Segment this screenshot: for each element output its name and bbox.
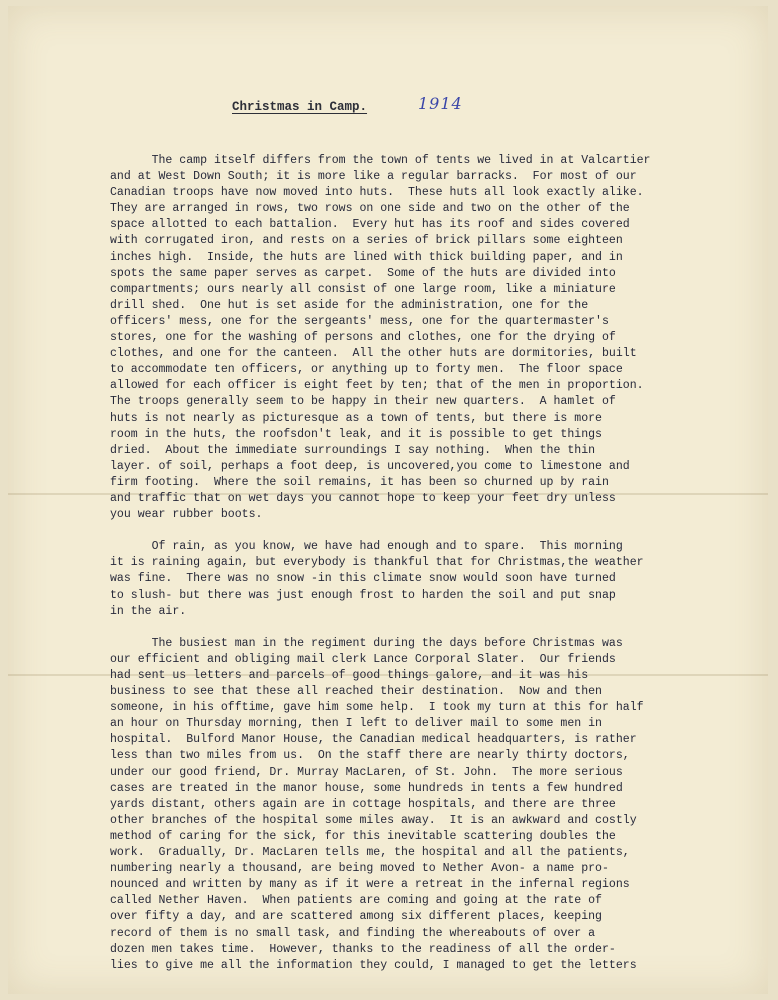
text-line: The busiest man in the regiment during the days before Christmas was [110, 636, 623, 650]
text-line: an hour on Thursday morning, then I left to deliver mail to some men in [110, 717, 602, 731]
text-line: it is raining again, but everybody is thankful that for Christmas,the weather [110, 556, 644, 570]
text-line: hospital. Bulford Manor House, the Canadian medical headquarters, is rather [110, 733, 637, 747]
text-line: stores, one for the washing of persons and clothes, one for the drying of [110, 331, 616, 345]
text-line: drill shed. One hut is set aside for the administration, one for the [110, 298, 589, 312]
text-line: room in the huts, the roofsdon't leak, and it is possible to get things [110, 427, 602, 441]
document-title: Christmas in Camp. [232, 100, 368, 114]
text-line: to slush- but there was just enough frost to harden the soil and put snap [110, 588, 616, 602]
text-line: with corrugated iron, and rests on a series of brick pillars some eighteen [110, 234, 623, 248]
text-line: you wear rubber boots. [110, 508, 263, 522]
text-line: dozen men takes time. However, thanks to the readiness of all the order- [110, 942, 616, 956]
document-header [232, 94, 463, 114]
text-line: in the air. [110, 604, 187, 618]
text-line: lies to give me all the information they could, I managed to get the letters [110, 958, 637, 972]
text-line: compartments; ours nearly all consist of one large room, like a miniature [110, 282, 616, 296]
text-line: inches high. Inside, the huts are lined with thick building paper, and in [110, 250, 623, 264]
text-line: business to see that these all reached their destination. Now and then [110, 685, 602, 699]
text-line: to accommodate ten officers, or anything up to forty men. The floor space [110, 363, 623, 377]
text-line: our efficient and obliging mail clerk Lance Corporal Slater. Our friends [110, 652, 616, 666]
text-line: had sent us letters and parcels of good things galore, and it was his [110, 669, 589, 682]
text-line: clothes, and one for the canteen. All the other huts are dormitories, built [110, 347, 637, 361]
text-line: and at West Down South; it is more like a regular barracks. For most of our [110, 170, 637, 184]
text-line: The troops generally seem to be happy in their new quarters. A hamlet of [110, 395, 616, 409]
text-line: space allotted to each battalion. Every hut has its roof and sides covered [110, 218, 630, 232]
text-line: over fifty a day, and are scattered among six different places, keeping [110, 910, 602, 924]
paragraph [110, 153, 710, 523]
text-line: They are arranged in rows, two rows on one side and two on the other of the [110, 202, 630, 216]
text-line: spots the same paper serves as carpet. Some of the huts are divided into [110, 266, 616, 280]
text-line: method of caring for the sick, for this inevitable scattering doubles the [110, 829, 616, 843]
text-line: dried. About the immediate surroundings I say nothing. When the thin [110, 443, 596, 457]
document-body [110, 153, 710, 974]
text-line: numbering nearly a thousand, are being moved to Nether Avon- a name pro- [110, 862, 609, 876]
handwritten-year: 1914 [418, 94, 463, 113]
paragraph [110, 539, 710, 619]
text-line: Of rain, as you know, we have had enough and to spare. This morning [110, 540, 623, 554]
text-line: The camp itself differs from the town of tents we lived in at Valcartier [110, 154, 651, 167]
text-line: and traffic that on wet days you cannot hope to keep your feet dry unless [110, 491, 616, 505]
text-line: officers' mess, one for the sergeants' mess, one for the quartermaster's [110, 314, 609, 328]
text-line: less than two miles from us. On the staff there are nearly thirty doctors, [110, 749, 630, 763]
text-line: other branches of the hospital some miles away. It is an awkward and costly [110, 813, 637, 827]
text-line: huts is not nearly as picturesque as a town of tents, but there is more [110, 411, 602, 425]
text-line: yards distant, others again are in cottage hospitals, and there are three [110, 797, 616, 811]
text-line: was fine. There was no snow -in this climate snow would soon have turned [110, 572, 616, 586]
text-line: someone, in his offtime, gave him some help. I took my turn at this for half [110, 701, 644, 715]
text-line: nounced and written by many as if it were a retreat in the infernal regions [110, 878, 630, 892]
text-line: firm footing. Where the soil remains, it has been so churned up by rain [110, 475, 609, 489]
text-line: cases are treated in the manor house, some hundreds in tents a few hundred [110, 781, 623, 795]
text-line: Canadian troops have now moved into huts. These huts all look exactly alike. [110, 186, 644, 200]
text-line: under our good friend, Dr. Murray MacLaren, of St. John. The more serious [110, 765, 623, 779]
text-line: called Nether Haven. When patients are coming and going at the rate of [110, 894, 602, 908]
text-line: layer. of soil, perhaps a foot deep, is uncovered,you come to limestone and [110, 459, 630, 473]
text-line: allowed for each officer is eight feet by ten; that of the men in proportion. [110, 379, 644, 393]
letter-page [8, 6, 768, 994]
paragraph [110, 636, 710, 974]
text-line: record of them is no small task, and finding the whereabouts of over a [110, 926, 596, 940]
text-line: work. Gradually, Dr. MacLaren tells me, the hospital and all the patients, [110, 846, 630, 860]
